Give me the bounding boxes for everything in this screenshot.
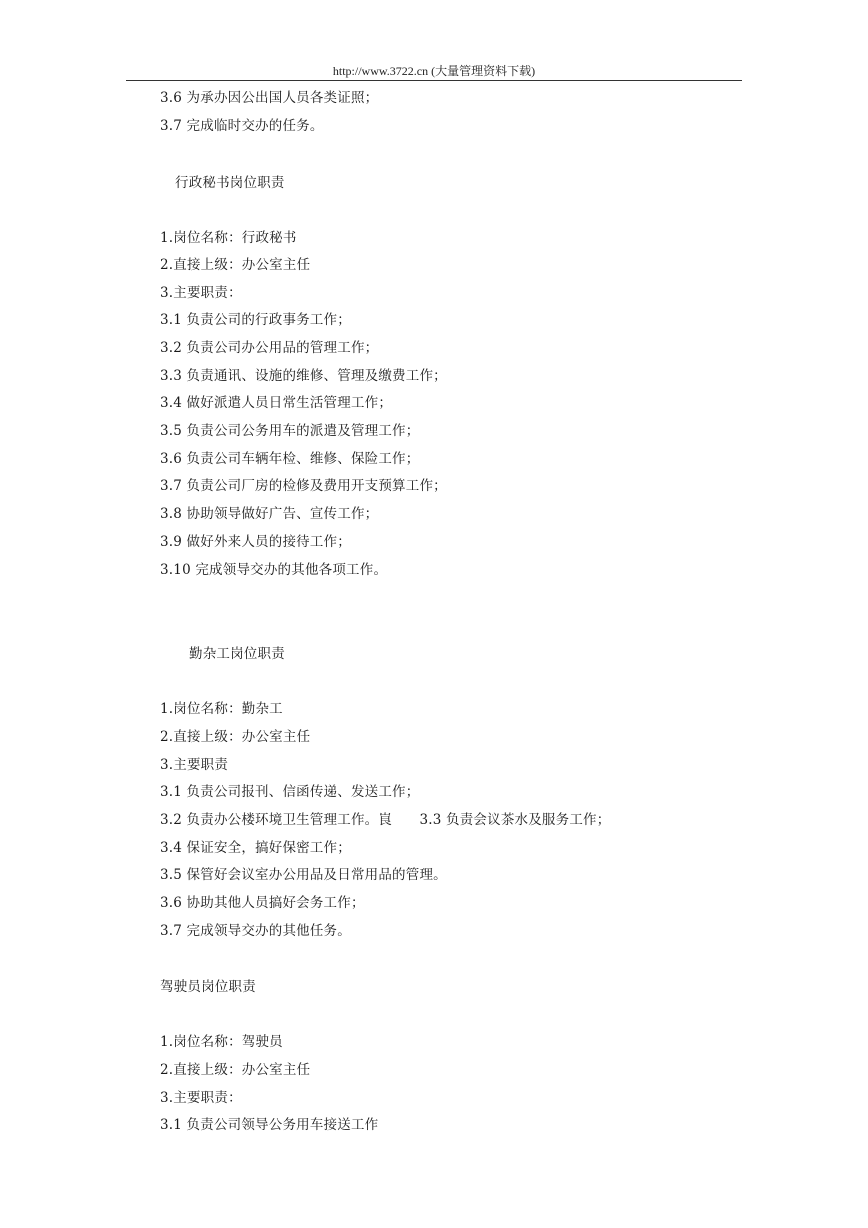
list-item: 3.6 协助其他人员搞好会务工作； — [160, 895, 365, 911]
list-item: 3.3 负责通讯、设施的维修、管理及缴费工作； — [160, 368, 447, 384]
intro-line: 3.7 完成临时交办的任务。 — [160, 118, 324, 134]
list-item: 3.10 完成领导交办的其他各项工作。 — [160, 562, 388, 578]
list-item: 3.主要职责： — [160, 285, 242, 301]
list-item: 3.9 做好外来人员的接待工作； — [160, 534, 351, 550]
list-item: 2.直接上级：办公室主任 — [160, 729, 311, 745]
list-item: 1.岗位名称：驾驶员 — [160, 1034, 283, 1050]
list-item: 2.直接上级：办公室主任 — [160, 1062, 311, 1078]
list-item: 3.1 负责公司领导公务用车接送工作 — [160, 1117, 379, 1133]
list-item: 3.8 协助领导做好广告、宣传工作； — [160, 506, 379, 522]
list-item: 3.5 保管好会议室办公用品及日常用品的管理。 — [160, 867, 447, 883]
list-item: 3.4 保证安全，搞好保密工作； — [160, 840, 351, 856]
list-item: 3.7 负责公司厂房的检修及费用开支预算工作； — [160, 478, 447, 494]
section-title: 勤杂工岗位职责 — [189, 646, 285, 662]
list-item: 3.7 完成领导交办的其他任务。 — [160, 923, 351, 939]
header-rule — [126, 80, 742, 81]
list-item: 2.直接上级：办公室主任 — [160, 257, 311, 273]
list-item: 3.5 负责公司公务用车的派遣及管理工作； — [160, 423, 420, 439]
list-item: 3.4 做好派遣人员日常生活管理工作； — [160, 395, 393, 411]
list-item: 3.主要职责： — [160, 1090, 242, 1106]
list-item: 1.岗位名称：行政秘书 — [160, 230, 297, 246]
list-item: 3.6 负责公司车辆年检、维修、保险工作； — [160, 451, 420, 467]
intro-line: 3.6 为承办因公出国人员各类证照； — [160, 90, 379, 106]
list-item: 3.1 负责公司报刊、信函传递、发送工作； — [160, 784, 420, 800]
section-title: 行政秘书岗位职责 — [175, 175, 285, 191]
list-item: 3.1 负责公司的行政事务工作； — [160, 312, 351, 328]
section-title: 驾驶员岗位职责 — [160, 979, 256, 995]
list-item: 1.岗位名称：勤杂工 — [160, 701, 283, 717]
list-item: 3.2 负责公司办公用品的管理工作； — [160, 340, 379, 356]
list-item: 3.主要职责 — [160, 757, 229, 773]
page-header-url: http://www.3722.cn (大量管理资料下载) — [332, 64, 536, 78]
list-item: 3.2 负责办公楼环境卫生管理工作。峎 3.3 负责会议茶水及服务工作； — [160, 812, 611, 828]
